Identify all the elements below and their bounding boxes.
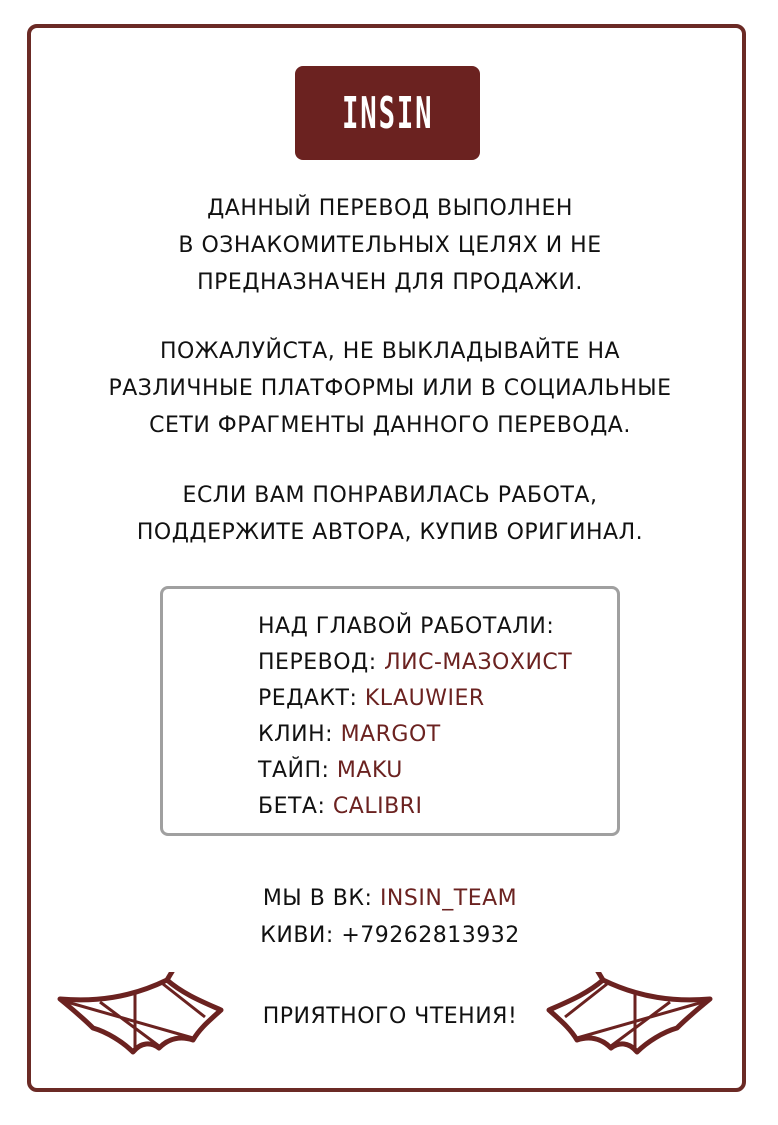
request-line: СЕТИ ФРАГМЕНТЫ ДАННОГО ПЕРЕВОДА.: [149, 413, 631, 438]
credit-name: ЛИС-МАЗОХИСТ: [384, 650, 573, 675]
credit-name: CALIBRI: [332, 794, 423, 819]
credit-edit: [258, 681, 572, 717]
team-logo: [295, 66, 480, 160]
bat-wing-icon: [545, 972, 715, 1072]
credit-name: MAKU: [336, 758, 403, 783]
credit-label: РЕДАКТ:: [258, 686, 358, 711]
credit-name: KLAUWIER: [364, 686, 485, 711]
credit-label: ПЕРЕВОД:: [258, 650, 377, 675]
closing-message: ПРИЯТНОГО ЧТЕНИЯ!: [262, 1004, 518, 1029]
bat-wing-icon: [55, 972, 225, 1072]
contacts-block: [60, 880, 720, 954]
vk-contact: [60, 880, 720, 917]
vk-label: МЫ В ВК:: [262, 886, 373, 911]
support-paragraph: [60, 477, 720, 551]
credit-type: [258, 753, 572, 789]
credit-beta: [258, 789, 572, 825]
request-paragraph: [60, 333, 720, 444]
qiwi-label: КИВИ:: [260, 923, 334, 948]
credit-name: MARGOT: [340, 722, 441, 747]
support-line: ПОДДЕРЖИТЕ АВТОРА, КУПИВ ОРИГИНАЛ.: [136, 520, 644, 545]
disclaimer-line: ПРЕДНАЗНАЧЕН ДЛЯ ПРОДАЖИ.: [197, 270, 583, 295]
disclaimer-paragraph: [60, 190, 720, 301]
credit-label: ТАЙП:: [258, 758, 330, 783]
disclaimer-line: В ОЗНАКОМИТЕЛЬНЫХ ЦЕЛЯХ И НЕ: [178, 233, 602, 258]
credit-label: КЛИН:: [258, 722, 334, 747]
disclaimer-line: ДАННЫЙ ПЕРЕВОД ВЫПОЛНЕН: [207, 196, 573, 221]
qiwi-contact: [60, 917, 720, 954]
credit-label: БЕТА:: [258, 794, 326, 819]
vk-link[interactable]: INSIN_TEAM: [379, 886, 518, 911]
credit-translation: [258, 645, 572, 681]
request-line: РАЗЛИЧНЫЕ ПЛАТФОРМЫ ИЛИ В СОЦИАЛЬНЫЕ: [108, 376, 672, 401]
credit-clean: [258, 717, 572, 753]
qiwi-number: +79262813932: [341, 923, 520, 948]
credits-box: [160, 586, 620, 836]
logo-text: INSIN: [341, 87, 434, 139]
support-line: ЕСЛИ ВАМ ПОНРАВИЛАСЬ РАБОТА,: [182, 483, 598, 508]
credits-heading: НАД ГЛАВОЙ РАБОТАЛИ:: [258, 614, 555, 639]
request-line: ПОЖАЛУЙСТА, НЕ ВЫКЛАДЫВАЙТЕ НА: [159, 339, 621, 364]
